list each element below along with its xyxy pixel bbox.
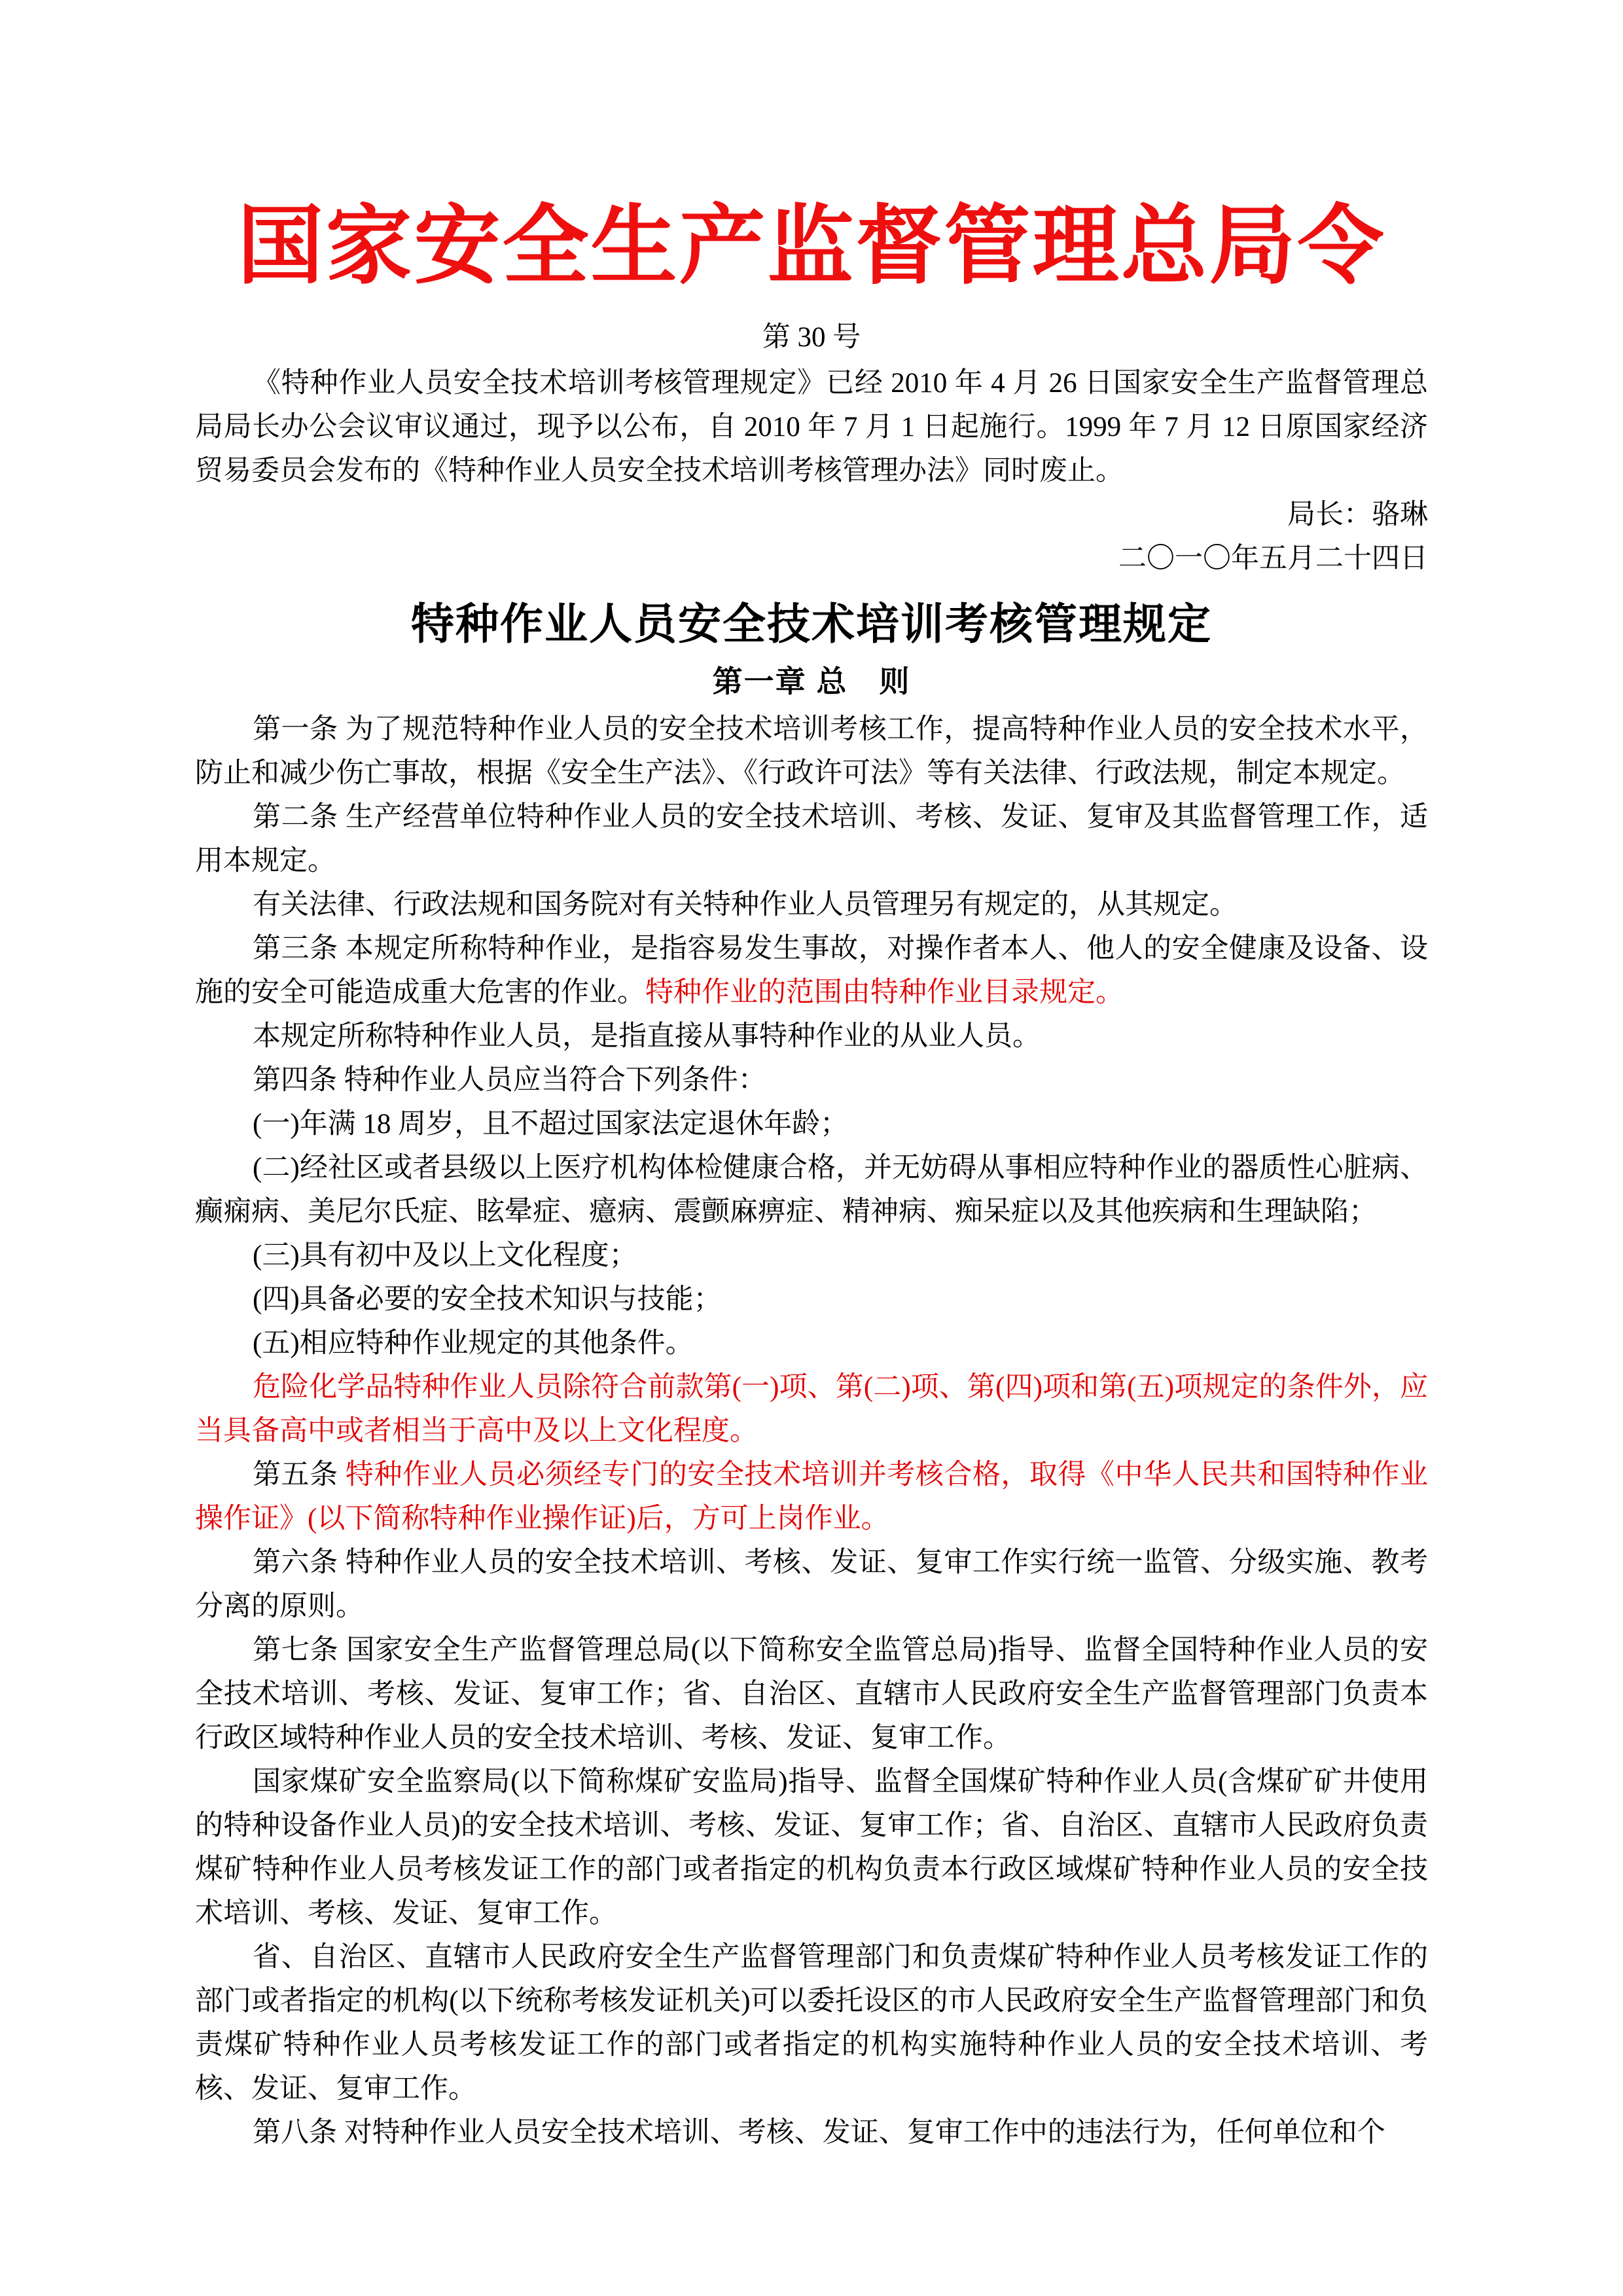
article-4-item-3 <box>195 1234 1428 1278</box>
chapter-heading <box>195 655 1428 708</box>
text-segment-red: 危险化学品特种作业人员除符合前款第(一)项、第(二)项、第(四)项和第(五)项规定的条件外，应当具备高中或者相当于高中及以上文化程度。 <box>195 1372 1428 1447</box>
text-segment: 第一条 为了规范特种作业人员的安全技术培训考核工作，提高特种作业人员的安全技术水平，防止和减少伤亡事故，根据《安全生产法》、《行政许可法》等有关法律、行政法规，制定本规定。 <box>195 714 1428 789</box>
text-segment: 第一章 总 则 <box>712 664 911 699</box>
text-segment: (一)年满 18 周岁，且不超过国家法定退休年龄； <box>253 1109 849 1140</box>
article-6 <box>195 1541 1428 1628</box>
text-segment: (二)经社区或者县级以上医疗机构体检健康合格，并无妨碍从事相应特种作业的器质性心脏病、癫痫病、美尼尔氏症、眩晕症、癔病、震颤麻痹症、精神病、痴呆症以及其他疾病和生理缺陷； <box>195 1153 1428 1228</box>
article-5 <box>195 1453 1428 1541</box>
intro-paragraph <box>195 361 1428 493</box>
text-segment: 本规定所称特种作业人员，是指直接从事特种作业的从业人员。 <box>253 1021 1041 1052</box>
text-segment: 第三条 本规定所称特种作业，是指容易发生事故，对操作者本人、他人的安全健康及设备、设施的安全可能造成重大危害的作业。 <box>195 933 1428 1009</box>
text-segment: 《特种作业人员安全技术培训考核管理规定》已经 2010 年 4 月 26 日国家安全生产监督管理总局局长办公会议审议通过，现予以公布，自 2010 年 7 月 1 日起施行。1999 年 7 月 12 日原国家经济贸易委员会发布的《特种作业人员安全技术培训考核管理办法》同时废止。 <box>195 368 1428 487</box>
article-4-item-1 <box>195 1102 1428 1146</box>
article-4-para-red <box>195 1365 1428 1453</box>
text-segment-red: 特种作业人员必须经专门的安全技术培训并考核合格，取得《中华人民共和国特种作业操作证》(以下简称特种作业操作证)后，方可上岗作业。 <box>195 1460 1429 1535</box>
text-segment: 有关法律、行政法规和国务院对有关特种作业人员管理另有规定的，从其规定。 <box>253 889 1238 921</box>
document-body <box>195 361 1428 2155</box>
text-segment: 第二条 生产经营单位特种作业人员的安全技术培训、考核、发证、复审及其监督管理工作，适用本规定。 <box>195 802 1428 877</box>
article-4 <box>195 1058 1428 1102</box>
article-4-item-5 <box>195 1321 1428 1365</box>
article-7 <box>195 1628 1428 1760</box>
text-segment: 第四条 特种作业人员应当符合下列条件： <box>253 1065 766 1096</box>
text-segment: 第六条 特种作业人员的安全技术培训、考核、发证、复审工作实行统一监管、分级实施、教考分离的原则。 <box>195 1547 1428 1623</box>
text-segment: 国家煤矿安全监察局(以下简称煤矿安监局)指导、监督全国煤矿特种作业人员(含煤矿矿井使用的特种设备作业人员)的安全技术培训、考核、发证、复审工作；省、自治区、直辖市人民政府负责煤矿特种作业人员考核发证工作的部门或者指定的机构负责本行政区域煤矿特种作业人员的安全技术培训、考核、发证、复审工作。 <box>195 1767 1428 1929</box>
text-segment: 省、自治区、直辖市人民政府安全生产监督管理部门和负责煤矿特种作业人员考核发证工作的部门或者指定的机构(以下统称考核发证机关)可以委托设区的市人民政府安全生产监督管理部门和负责煤矿特种作业人员考核发证工作的部门或者指定的机构实施特种作业人员的安全技术培训、考核、发证、复审工作。 <box>195 1942 1428 2105</box>
decree-title: 国家安全生产监督管理总局令 <box>237 198 1386 295</box>
date-line <box>195 537 1428 581</box>
signer-line <box>195 493 1428 537</box>
article-7-para-3 <box>195 1935 1428 2111</box>
text-segment: 第七条 国家安全生产监督管理总局(以下简称安全监管总局)指导、监督全国特种作业人员的安全技术培训、考核、发证、复审工作；省、自治区、直辖市人民政府安全生产监督管理部门负责本行政区域特种作业人员的安全技术培训、考核、发证、复审工作。 <box>195 1635 1428 1754</box>
article-4-item-2 <box>195 1146 1428 1234</box>
text-segment-red: 特种作业的范围由特种作业目录规定。 <box>645 977 1124 1009</box>
text-segment: 局长：骆琳 <box>1287 499 1428 531</box>
text-segment: (三)具有初中及以上文化程度； <box>253 1240 637 1272</box>
article-7-para-2 <box>195 1760 1428 1935</box>
text-segment: 第五条 <box>253 1460 346 1491</box>
decree-number: 第 30 号 <box>762 322 861 353</box>
article-2-para-2 <box>195 883 1428 927</box>
text-segment: 特种作业人员安全技术培训考核管理规定 <box>411 600 1212 649</box>
text-segment: 第八条 对特种作业人员安全技术培训、考核、发证、复审工作中的违法行为，任何单位和个 <box>253 2117 1385 2149</box>
text-segment: 二〇一〇年五月二十四日 <box>1118 543 1428 575</box>
article-8 <box>195 2111 1428 2155</box>
regulation-title <box>195 592 1428 655</box>
text-segment: (五)相应特种作业规定的其他条件。 <box>253 1328 694 1359</box>
text-segment: (四)具备必要的安全技术知识与技能； <box>253 1284 722 1316</box>
article-4-item-4 <box>195 1278 1428 1321</box>
article-3 <box>195 927 1428 1014</box>
article-2 <box>195 795 1428 883</box>
article-3-para-2 <box>195 1014 1428 1058</box>
article-1 <box>195 708 1428 795</box>
